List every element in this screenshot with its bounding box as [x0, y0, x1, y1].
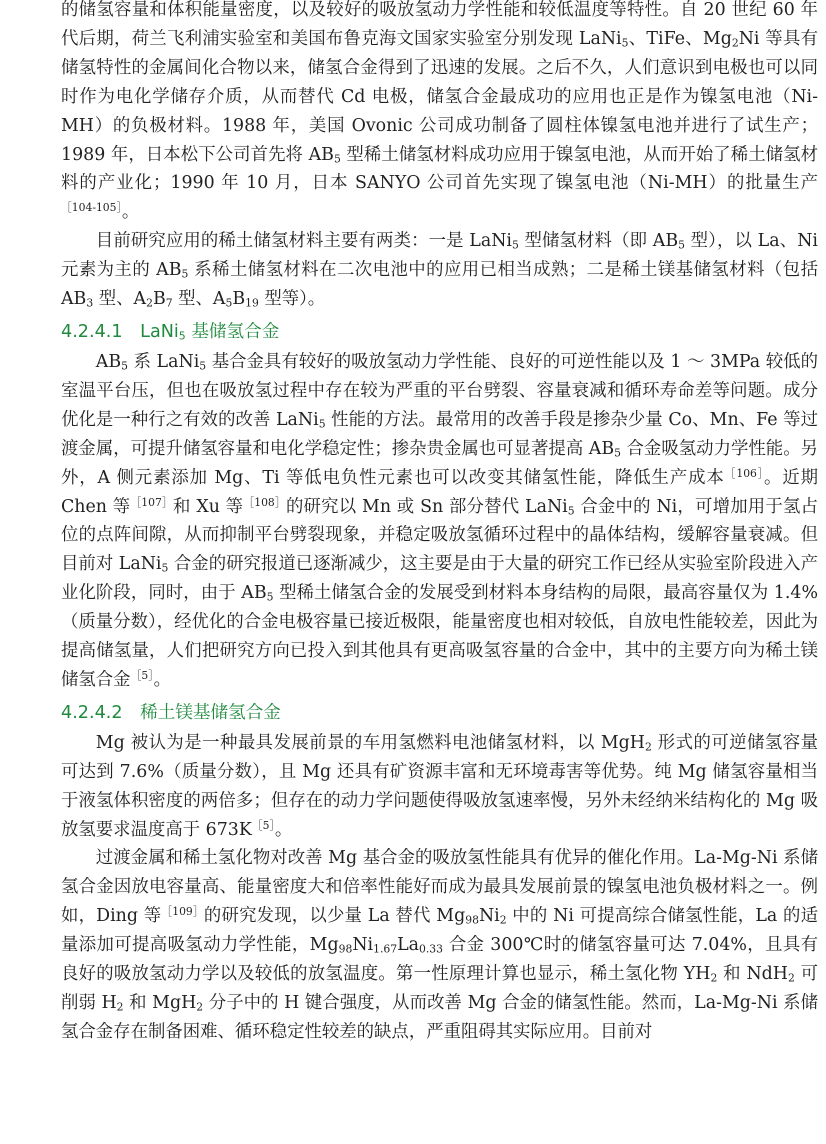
- subscript: 5: [614, 446, 621, 460]
- subscript: 5: [678, 238, 685, 252]
- paragraph-mg-storage: [61, 729, 818, 845]
- text-run: 性能的方法。最常用的改善手段是掺杂少量 Co、Mn、Fe 等过渡金属，可提升储氢容量和电化学稳定性；掺杂贵金属也可显著提高 AB: [61, 409, 818, 459]
- subscript: 5: [621, 36, 629, 50]
- text-run: 形式的可逆储氢容量可达到 7.6%（质量分数），且 Mg 还具有矿资源丰富和无环境毒害等优势。纯 Mg 储氢容量相当于液氢体积密度的两倍多；但存在的动力学问题使得吸放氢速率慢，另外未经纳米结构化的 Mg 吸放氢要求温度高于 673K: [61, 732, 819, 840]
- subscript: 2: [644, 740, 652, 754]
- citation-superscript: ［108］: [243, 495, 286, 509]
- citation-superscript: ［5］: [251, 818, 275, 832]
- section-heading-4-2-4-1: [61, 318, 818, 346]
- text-run: 型储氢材料（即 AB: [518, 231, 679, 252]
- text-run: 型、A: [172, 289, 226, 310]
- text-run: 、TiFe、Mg: [628, 28, 732, 49]
- text-run: 型、A: [93, 289, 147, 310]
- subscript: 5: [199, 359, 207, 373]
- text-run: Mg 被认为是一种最具发展前景的车用氢燃料电池储氢材料，以 MgH: [95, 732, 645, 753]
- text-run: 4.2.4.2 稀土镁基储氢合金: [61, 702, 281, 723]
- subscript: 5: [121, 359, 128, 373]
- subscript: 5: [318, 417, 326, 431]
- subscript: 2: [116, 1000, 124, 1014]
- text-run: B: [152, 289, 166, 310]
- subscript: 5: [567, 504, 575, 518]
- text-run: 合金的研究报道已逐渐减少，这主要是由于大量的研究工作已经从实验室阶段进入产业化阶段，同时，由于 AB: [61, 554, 818, 604]
- text-run: 和 NdH: [717, 964, 788, 985]
- subscript: 1.67: [373, 942, 398, 956]
- text-run: 系稀土储氢材料在二次电池中的应用已相当成熟；二是稀土镁基储氢材料（包括 AB: [61, 260, 818, 310]
- subscript: 2: [787, 971, 795, 985]
- citation-superscript: ［104-105］: [61, 201, 122, 215]
- text-run: 合金吸氢动力学性能。另外，A 侧元素添加 Mg、Ti 等低电负性元素也可以改变其储氢性能，降低生产成本: [61, 438, 818, 488]
- text-run: 基合金具有较好的吸放氢动力学性能、良好的可逆性能以及 1 ～ 3MPa 较低的室温平台压，但也在吸放氢过程中存在较为严重的平台劈裂、容量衰减和循环寿命差等问题。成分优化是一种行之有效的改善 LaNi: [61, 351, 818, 430]
- subscript: 98: [465, 913, 479, 927]
- subscript: 5: [511, 238, 519, 252]
- text-run: Ni 等具有储氢特性的金属间化合物以来，储氢合金得到了迅速的发展。之后不久，人们意识到电极也可以同时作为电化学储存介质，从而替代 Cd 电极，储氢合金最成功的应用也正是作为镍氢电池（Ni-MH）的负极材料。1988 年，美国 Ovonic 公司成功制备了圆柱体镍氢电池并进行了试生产；1989 年，日本松下公司首先将 AB: [61, 28, 819, 165]
- text-run: 型稀土储氢合金的发展受到材料本身结构的局限，最高容量仅为 1.4%（质量分数），经优化的合金电极容量已接近极限，能量密度也相对较低，自放电性能较差，因此为提高储氢量，人们把研究方向已投入到其他具有更高吸氢容量的合金中，其中的主要方向为稀土镁储氢合金: [61, 583, 818, 690]
- citation-superscript: ［107］: [130, 495, 174, 509]
- text-run: 的储氢容量和体积能量密度，以及较好的吸放氢动力学性能和较低温度等特性。自 20 世纪 60 年代后期，荷兰飞利浦实验室和美国布鲁克海文国家实验室分别发现 LaNi: [61, 0, 818, 49]
- text-run: 。近期 Chen 等: [61, 467, 818, 517]
- text-run: 基储氢合金: [185, 321, 280, 342]
- text-run: 4.2.4.1 LaNi: [61, 321, 179, 342]
- document-page: [61, 0, 818, 1047]
- citation-superscript: ［5］: [130, 669, 154, 683]
- text-run: 目前研究应用的稀土储氢材料主要有两类：一是 LaNi: [95, 231, 512, 252]
- text-run: 合金中的 Ni，可增加用于氢占位的点阵间隙，从而抑制平台劈裂现象，并稳定吸放氢循环过程中的晶体结构，缓解容量衰减。但目前对 LaNi: [61, 496, 818, 575]
- citation-superscript: ［106］: [724, 466, 765, 480]
- text-run: AB: [95, 351, 122, 372]
- subscript: 5: [333, 152, 341, 166]
- subscript: 0.33: [419, 942, 443, 956]
- text-run: 过渡金属和稀土氢化物对改善 Mg 基合金的吸放氢性能具有优异的催化作用。La-Mg-Ni 系储氢合金因放电容量高、能量密度大和倍率性能好而成为最具发展前景的镍氢电池负极材料之一。例如，Ding 等: [61, 848, 818, 927]
- subscript: 98: [338, 942, 353, 956]
- text-run: 的研究发现，以少量 La 替代 Mg: [203, 906, 466, 927]
- paragraph-rare-earth-types: [61, 227, 818, 314]
- subscript: 5: [181, 267, 189, 281]
- subscript: 2: [196, 1000, 204, 1014]
- subscript: 5: [178, 329, 186, 343]
- text-run: 可削弱 H: [61, 964, 819, 1013]
- paragraph-lani5-alloy: [61, 348, 818, 695]
- text-run: La: [397, 935, 419, 956]
- text-run: 和 MgH: [123, 993, 197, 1013]
- paragraph-catalysis: [61, 844, 818, 1046]
- text-run: Ni: [352, 935, 374, 956]
- citation-superscript: ［109］: [161, 905, 204, 919]
- text-run: 合金 300℃时的储氢容量可达 7.04%，且具有良好的吸放氢动力学以及较低的放氢温度。第一性原理计算也显示，稀土氢化物 YH: [61, 935, 818, 985]
- text-run: 型稀土储氢材料成功应用于镍氢电池，从而开始了稀土储氢材料的产业化；1990 年 10 月，日本 SANYO 公司首先实现了镍氢电池（Ni-MH）的批量生产: [61, 144, 819, 194]
- text-run: 和 Xu 等: [173, 496, 244, 517]
- subscript: 5: [225, 296, 233, 310]
- text-run: 。: [153, 669, 171, 690]
- text-run: 分子中的 H 键合强度，从而改善 Mg 合金的储氢性能。然而，La-Mg-Ni 系储氢合金存在制备困难、循环稳定性较差的缺点，严重阻碍其实际应用。目前对: [61, 993, 818, 1042]
- subscript: 19: [245, 296, 259, 310]
- text-run: 的研究以 Mn 或 Sn 部分替代 LaNi: [285, 496, 568, 517]
- text-run: B: [232, 289, 246, 310]
- subscript: 5: [266, 590, 274, 604]
- subscript: 7: [165, 296, 173, 310]
- paragraph-intro-continued: [61, 0, 818, 227]
- section-heading-4-2-4-2: [61, 699, 818, 727]
- text-run: 。: [121, 202, 140, 223]
- text-run: 型），以 La、Ni 元素为主的 AB: [61, 231, 818, 281]
- subscript: 2: [731, 36, 739, 50]
- text-run: 中的 Ni 可提高综合储氢性能，La 的适量添加可提高吸氢动力学性能，Mg: [61, 906, 818, 956]
- subscript: 2: [499, 913, 507, 927]
- subscript: 3: [86, 296, 94, 310]
- text-run: 。: [274, 819, 293, 840]
- text-run: 型等）。: [258, 289, 326, 310]
- subscript: 5: [161, 562, 169, 575]
- subscript: 2: [710, 971, 718, 985]
- text-run: Ni: [478, 906, 500, 927]
- subscript: 2: [146, 296, 153, 310]
- text-run: 系 LaNi: [128, 351, 200, 372]
